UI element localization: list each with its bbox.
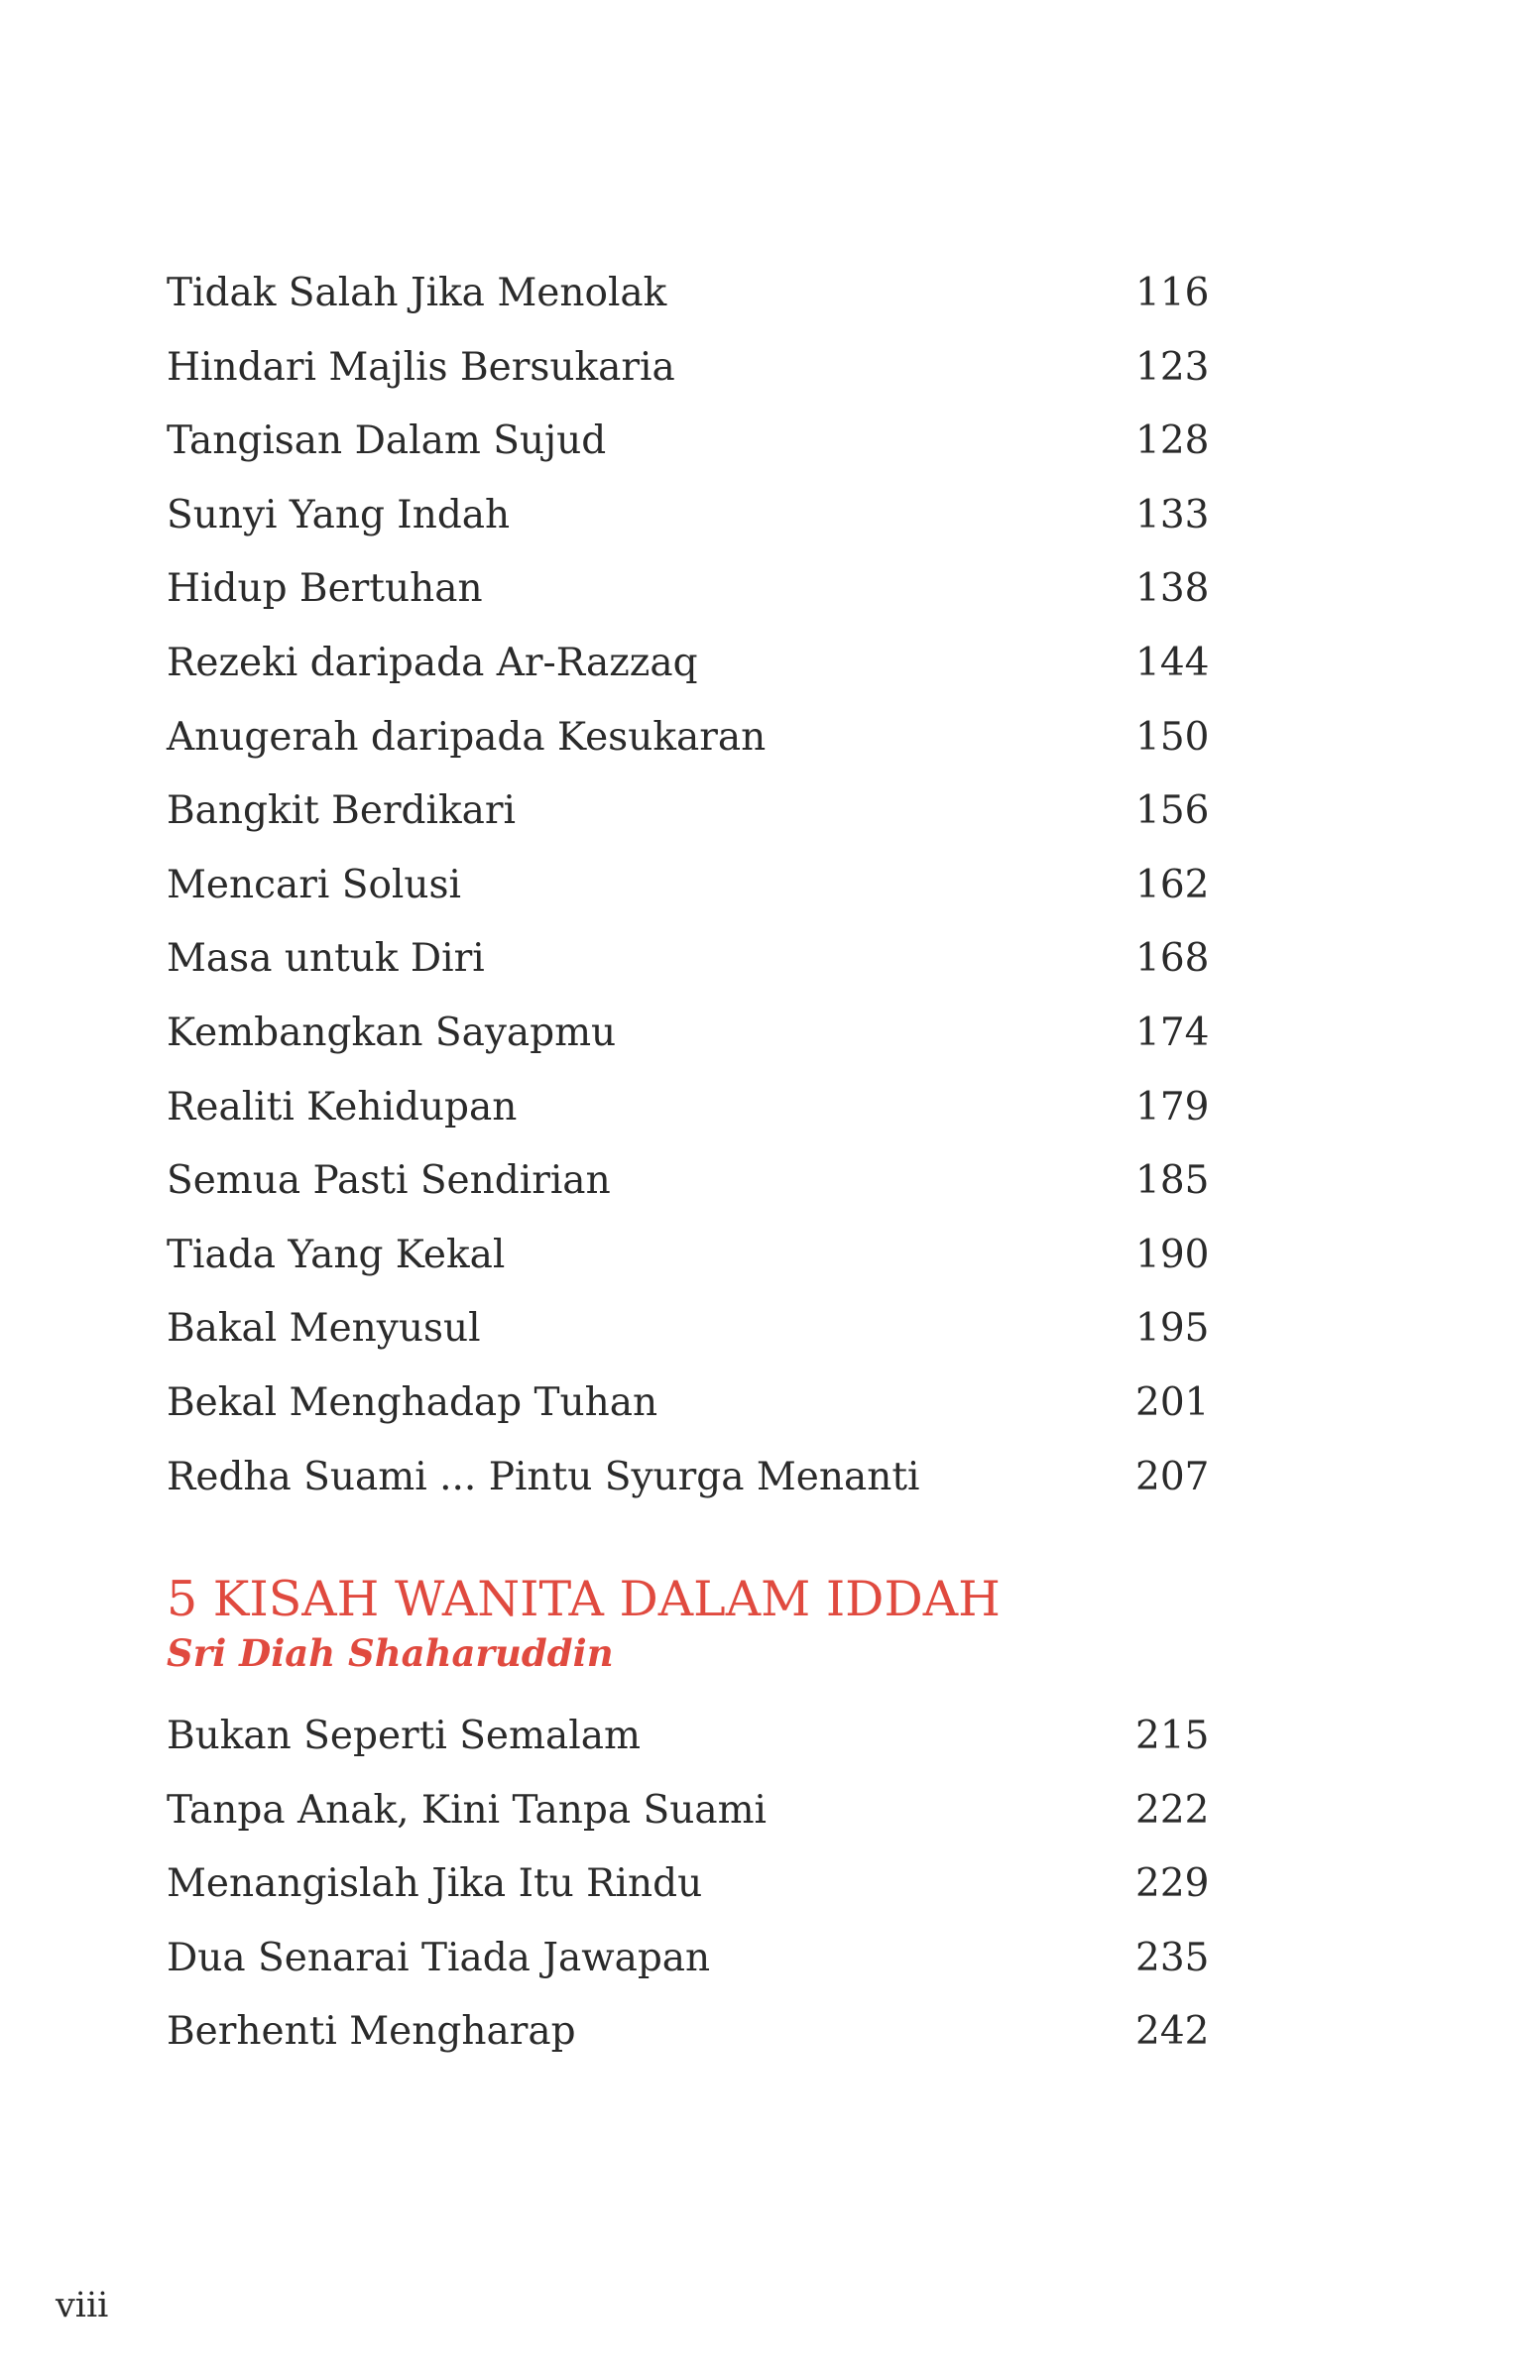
toc-entry[interactable] bbox=[167, 1995, 1218, 2070]
toc-entry-title: Tidak Salah Jika Menolak bbox=[167, 271, 667, 315]
toc-entry-title: Sunyi Yang Indah bbox=[167, 492, 511, 537]
toc-entry-page: 242 bbox=[1135, 2009, 1210, 2055]
toc-section-b bbox=[167, 1700, 1218, 2070]
page-number: viii bbox=[56, 2286, 109, 2325]
section-header bbox=[167, 1569, 1001, 1676]
toc-entry-page: 168 bbox=[1135, 936, 1210, 982]
toc-entry[interactable] bbox=[167, 1700, 1218, 1774]
toc-entry[interactable] bbox=[167, 1292, 1218, 1367]
toc-entry-page: 215 bbox=[1135, 1714, 1210, 1758]
toc-entry-page: 123 bbox=[1135, 344, 1210, 390]
toc-entry[interactable] bbox=[167, 701, 1218, 775]
toc-entry[interactable] bbox=[167, 1774, 1218, 1848]
toc-entry-title: Tanpa Anak, Kini Tanpa Suami bbox=[167, 1787, 768, 1833]
toc-entry-page: 133 bbox=[1135, 492, 1210, 537]
toc-entry[interactable] bbox=[167, 1071, 1218, 1145]
toc-entry-title: Bangkit Berdikari bbox=[167, 788, 516, 834]
toc-entry-page: 201 bbox=[1135, 1379, 1210, 1425]
toc-entry[interactable] bbox=[167, 627, 1218, 701]
toc-entry-title: Semua Pasti Sendirian bbox=[167, 1158, 611, 1204]
toc-entry-title: Dua Senarai Tiada Jawapan bbox=[167, 1935, 711, 1980]
toc-entry[interactable] bbox=[167, 1144, 1218, 1219]
toc-entry-title: Bakal Menyusul bbox=[167, 1306, 481, 1352]
toc-entry-page: 222 bbox=[1135, 1787, 1210, 1833]
toc-entry-title: Rezeki daripada Ar-Razzaq bbox=[167, 640, 698, 685]
toc-entry-title: Tangisan Dalam Sujud bbox=[167, 418, 607, 464]
toc-entry-title: Bukan Seperti Semalam bbox=[167, 1714, 641, 1758]
toc-entry[interactable] bbox=[167, 1847, 1218, 1922]
toc-entry[interactable] bbox=[167, 1441, 1218, 1515]
toc-entry-page: 235 bbox=[1135, 1935, 1210, 1980]
toc-entry[interactable] bbox=[167, 997, 1218, 1071]
toc-entry-page: 179 bbox=[1135, 1084, 1210, 1130]
toc-entry-title: Hindari Majlis Bersukaria bbox=[167, 344, 675, 390]
toc-section-a bbox=[167, 257, 1218, 1514]
toc-list bbox=[167, 1700, 1218, 2070]
toc-entry-title: Anugerah daripada Kesukaran bbox=[167, 714, 767, 760]
toc-entry[interactable] bbox=[167, 257, 1218, 331]
toc-entry[interactable] bbox=[167, 849, 1218, 923]
toc-entry-title: Kembangkan Sayapmu bbox=[167, 1010, 617, 1055]
toc-entry[interactable] bbox=[167, 1367, 1218, 1441]
toc-entry[interactable] bbox=[167, 1219, 1218, 1293]
toc-entry[interactable] bbox=[167, 774, 1218, 849]
toc-entry-page: 138 bbox=[1135, 566, 1210, 612]
toc-entry-title: Realiti Kehidupan bbox=[167, 1084, 518, 1130]
toc-entry-page: 162 bbox=[1135, 862, 1210, 907]
toc-entry[interactable] bbox=[167, 331, 1218, 406]
toc-entry-page: 195 bbox=[1135, 1306, 1210, 1352]
toc-entry[interactable] bbox=[167, 922, 1218, 997]
toc-entry[interactable] bbox=[167, 552, 1218, 627]
toc-entry-page: 185 bbox=[1135, 1158, 1210, 1204]
toc-entry-title: Tiada Yang Kekal bbox=[167, 1232, 506, 1277]
toc-entry-page: 150 bbox=[1135, 714, 1210, 760]
toc-list bbox=[167, 257, 1218, 1514]
section-title: 5 KISAH WANITA DALAM IDDAH bbox=[167, 1571, 1001, 1627]
toc-entry-title: Masa untuk Diri bbox=[167, 936, 485, 982]
toc-entry-title: Menangislah Jika Itu Rindu bbox=[167, 1861, 703, 1907]
toc-entry[interactable] bbox=[167, 1922, 1218, 1996]
toc-entry-page: 128 bbox=[1135, 418, 1210, 464]
toc-entry-page: 156 bbox=[1135, 788, 1210, 834]
toc-entry-title: Redha Suami ... Pintu Syurga Menanti bbox=[167, 1454, 920, 1499]
toc-entry-page: 229 bbox=[1135, 1861, 1210, 1907]
toc-entry[interactable] bbox=[167, 479, 1218, 553]
toc-entry-page: 116 bbox=[1135, 271, 1210, 315]
toc-entry-title: Mencari Solusi bbox=[167, 862, 462, 907]
toc-entry-title: Bekal Menghadap Tuhan bbox=[167, 1379, 658, 1425]
toc-entry-page: 190 bbox=[1135, 1232, 1210, 1277]
toc-entry-page: 207 bbox=[1135, 1454, 1210, 1499]
toc-entry[interactable] bbox=[167, 405, 1218, 479]
toc-entry-title: Hidup Bertuhan bbox=[167, 566, 483, 612]
toc-entry-page: 144 bbox=[1135, 640, 1210, 685]
section-author: Sri Diah Shaharuddin bbox=[167, 1631, 614, 1675]
toc-entry-page: 174 bbox=[1135, 1010, 1210, 1055]
toc-entry-title: Berhenti Mengharap bbox=[167, 2009, 576, 2055]
